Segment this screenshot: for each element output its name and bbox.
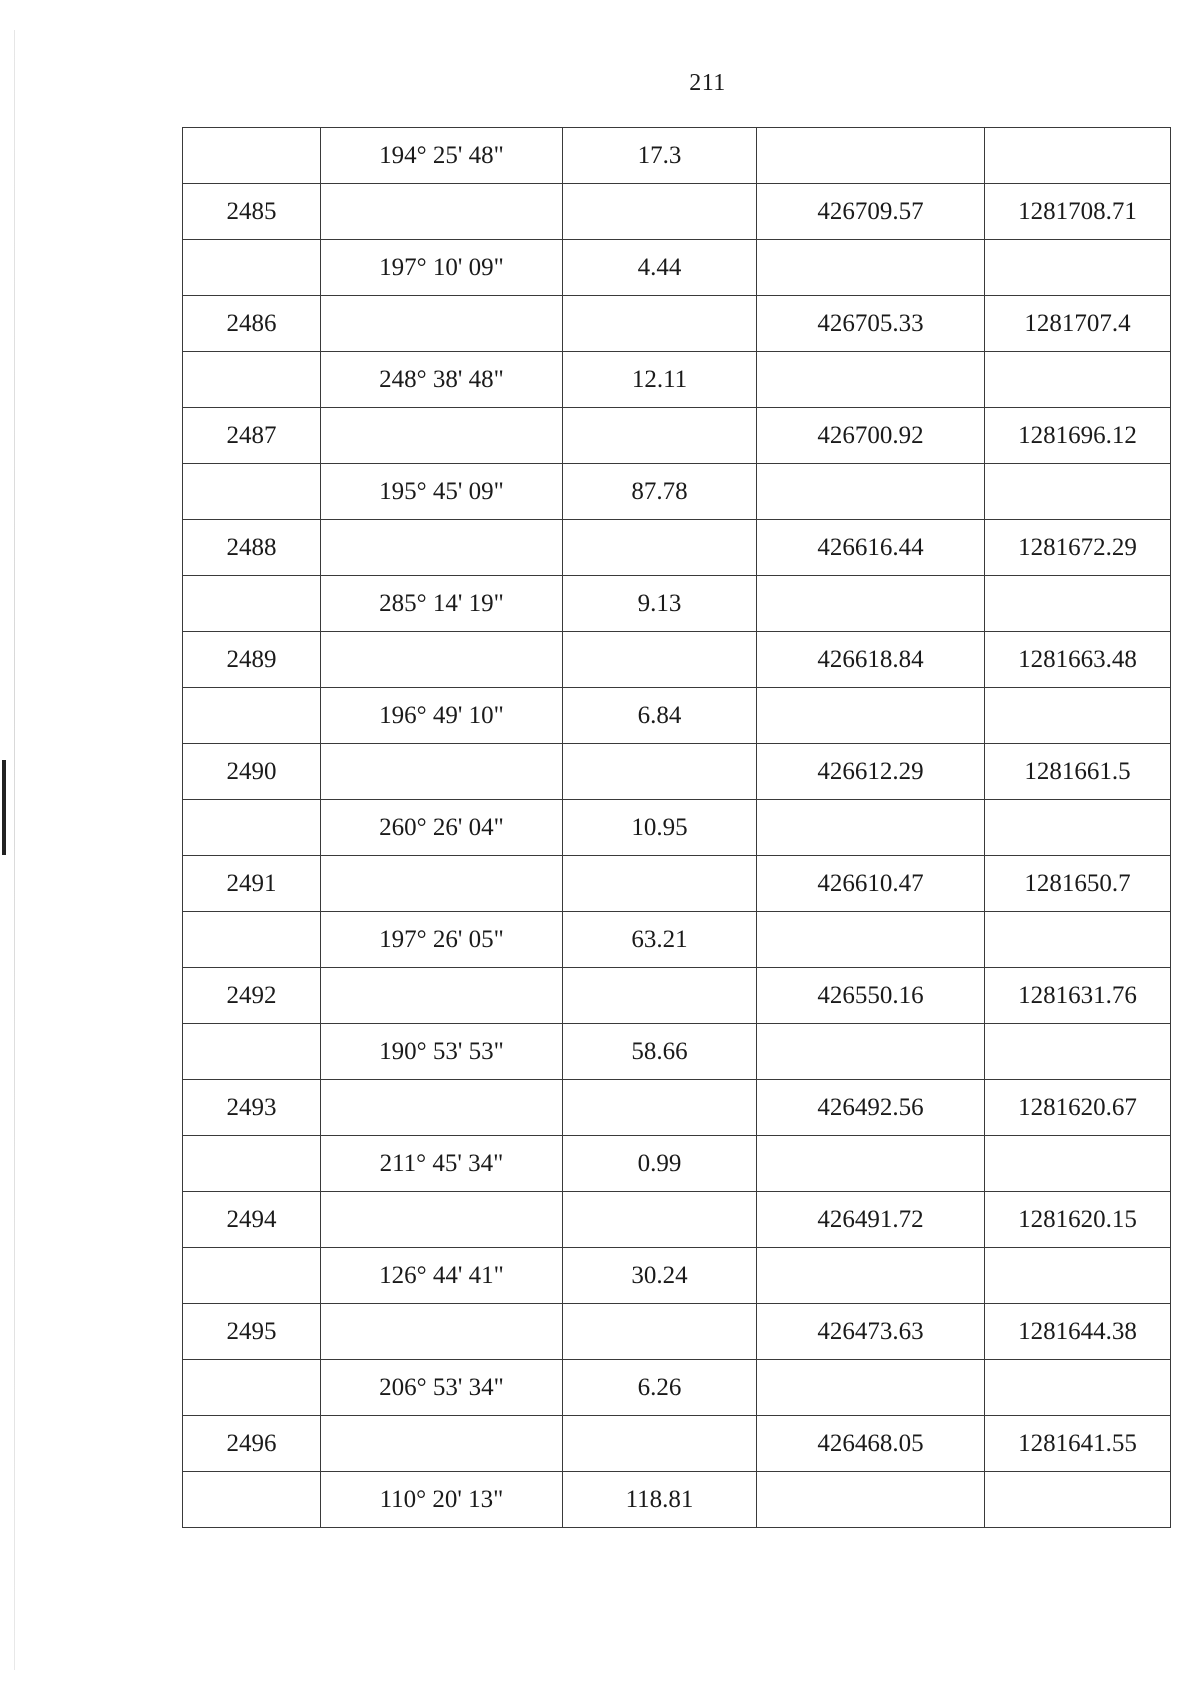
bearing-cell [321,1304,563,1360]
distance-cell: 17.3 [563,128,757,184]
bearing-cell: 248° 38' 48" [321,352,563,408]
distance-cell [563,1304,757,1360]
distance-cell [563,184,757,240]
bearing-cell: 197° 26' 05" [321,912,563,968]
bearing-cell [321,1192,563,1248]
distance-cell: 10.95 [563,800,757,856]
bearing-cell: 206° 53' 34" [321,1360,563,1416]
bearing-cell: 195° 45' 09" [321,464,563,520]
point-cell: 2495 [183,1304,321,1360]
table-row [183,576,1171,632]
distance-cell: 0.99 [563,1136,757,1192]
y-coordinate-cell: 1281620.15 [985,1192,1171,1248]
table-row [183,1024,1171,1080]
point-cell [183,1136,321,1192]
bearing-cell [321,184,563,240]
y-coordinate-cell [985,1248,1171,1304]
point-cell: 2494 [183,1192,321,1248]
distance-cell [563,856,757,912]
point-cell: 2488 [183,520,321,576]
y-coordinate-cell: 1281644.38 [985,1304,1171,1360]
point-cell [183,688,321,744]
x-coordinate-cell: 426610.47 [757,856,985,912]
point-cell [183,464,321,520]
bearing-cell [321,744,563,800]
table-row [183,856,1171,912]
distance-cell: 30.24 [563,1248,757,1304]
bearing-cell: 285° 14' 19" [321,576,563,632]
x-coordinate-cell: 426705.33 [757,296,985,352]
point-cell: 2490 [183,744,321,800]
table-row [183,1192,1171,1248]
distance-cell: 63.21 [563,912,757,968]
distance-cell [563,1192,757,1248]
table-row [183,1248,1171,1304]
table-row [183,240,1171,296]
y-coordinate-cell: 1281672.29 [985,520,1171,576]
table-row [183,1136,1171,1192]
bearing-cell: 190° 53' 53" [321,1024,563,1080]
distance-cell [563,1416,757,1472]
x-coordinate-cell: 426473.63 [757,1304,985,1360]
y-coordinate-cell: 1281707.4 [985,296,1171,352]
x-coordinate-cell [757,576,985,632]
y-coordinate-cell [985,1136,1171,1192]
distance-cell [563,408,757,464]
y-coordinate-cell [985,464,1171,520]
y-coordinate-cell [985,240,1171,296]
distance-cell: 12.11 [563,352,757,408]
x-coordinate-cell [757,1360,985,1416]
distance-cell: 87.78 [563,464,757,520]
distance-cell: 6.84 [563,688,757,744]
y-coordinate-cell [985,1024,1171,1080]
scan-edge-line [14,30,15,1670]
point-cell: 2485 [183,184,321,240]
distance-cell [563,968,757,1024]
x-coordinate-cell: 426618.84 [757,632,985,688]
point-cell [183,576,321,632]
bearing-cell [321,1080,563,1136]
x-coordinate-cell [757,1024,985,1080]
bearing-cell [321,632,563,688]
table-row [183,1080,1171,1136]
point-cell: 2496 [183,1416,321,1472]
y-coordinate-cell [985,128,1171,184]
point-cell [183,1024,321,1080]
distance-cell: 9.13 [563,576,757,632]
y-coordinate-cell [985,352,1171,408]
page-number: 211 [689,70,726,96]
x-coordinate-cell: 426612.29 [757,744,985,800]
table-row [183,744,1171,800]
table-body [183,128,1171,1528]
scan-mark [2,760,6,855]
table-row [183,800,1171,856]
table-row [183,408,1171,464]
table-row [183,1360,1171,1416]
x-coordinate-cell: 426491.72 [757,1192,985,1248]
point-cell [183,128,321,184]
x-coordinate-cell: 426468.05 [757,1416,985,1472]
distance-cell [563,520,757,576]
distance-cell: 58.66 [563,1024,757,1080]
x-coordinate-cell [757,912,985,968]
point-cell: 2493 [183,1080,321,1136]
bearing-cell: 110° 20' 13" [321,1472,563,1528]
y-coordinate-cell: 1281708.71 [985,184,1171,240]
table-row [183,520,1171,576]
x-coordinate-cell [757,240,985,296]
y-coordinate-cell [985,800,1171,856]
table-row [183,296,1171,352]
y-coordinate-cell [985,912,1171,968]
point-cell: 2487 [183,408,321,464]
y-coordinate-cell: 1281641.55 [985,1416,1171,1472]
bearing-cell [321,296,563,352]
bearing-cell [321,856,563,912]
y-coordinate-cell: 1281631.76 [985,968,1171,1024]
distance-cell [563,744,757,800]
point-cell [183,912,321,968]
x-coordinate-cell [757,1136,985,1192]
bearing-cell: 260° 26' 04" [321,800,563,856]
bearing-cell [321,408,563,464]
distance-cell: 118.81 [563,1472,757,1528]
y-coordinate-cell [985,1472,1171,1528]
y-coordinate-cell: 1281663.48 [985,632,1171,688]
x-coordinate-cell: 426550.16 [757,968,985,1024]
table-row [183,1416,1171,1472]
y-coordinate-cell [985,576,1171,632]
x-coordinate-cell [757,464,985,520]
bearing-cell [321,1416,563,1472]
x-coordinate-cell [757,1248,985,1304]
table-row [183,1472,1171,1528]
table-row [183,184,1171,240]
x-coordinate-cell: 426492.56 [757,1080,985,1136]
x-coordinate-cell: 426616.44 [757,520,985,576]
x-coordinate-cell [757,128,985,184]
y-coordinate-cell: 1281696.12 [985,408,1171,464]
table-row [183,1304,1171,1360]
y-coordinate-cell [985,688,1171,744]
x-coordinate-cell [757,800,985,856]
distance-cell [563,1080,757,1136]
survey-coordinates-table [182,127,1171,1528]
table-row [183,128,1171,184]
bearing-cell: 211° 45' 34" [321,1136,563,1192]
point-cell [183,352,321,408]
point-cell: 2491 [183,856,321,912]
distance-cell: 4.44 [563,240,757,296]
bearing-cell: 126° 44' 41" [321,1248,563,1304]
x-coordinate-cell [757,1472,985,1528]
table-row [183,464,1171,520]
y-coordinate-cell: 1281620.67 [985,1080,1171,1136]
point-cell [183,240,321,296]
bearing-cell: 197° 10' 09" [321,240,563,296]
x-coordinate-cell [757,688,985,744]
bearing-cell [321,520,563,576]
distance-cell [563,632,757,688]
table-row [183,632,1171,688]
y-coordinate-cell: 1281650.7 [985,856,1171,912]
table-row [183,912,1171,968]
table-row [183,688,1171,744]
bearing-cell [321,968,563,1024]
point-cell: 2489 [183,632,321,688]
distance-cell: 6.26 [563,1360,757,1416]
y-coordinate-cell [985,1360,1171,1416]
y-coordinate-cell: 1281661.5 [985,744,1171,800]
x-coordinate-cell: 426709.57 [757,184,985,240]
point-cell [183,800,321,856]
bearing-cell: 196° 49' 10" [321,688,563,744]
table-row [183,968,1171,1024]
x-coordinate-cell [757,352,985,408]
table-row [183,352,1171,408]
bearing-cell: 194° 25' 48" [321,128,563,184]
x-coordinate-cell: 426700.92 [757,408,985,464]
distance-cell [563,296,757,352]
point-cell [183,1360,321,1416]
point-cell: 2492 [183,968,321,1024]
point-cell [183,1248,321,1304]
point-cell: 2486 [183,296,321,352]
point-cell [183,1472,321,1528]
